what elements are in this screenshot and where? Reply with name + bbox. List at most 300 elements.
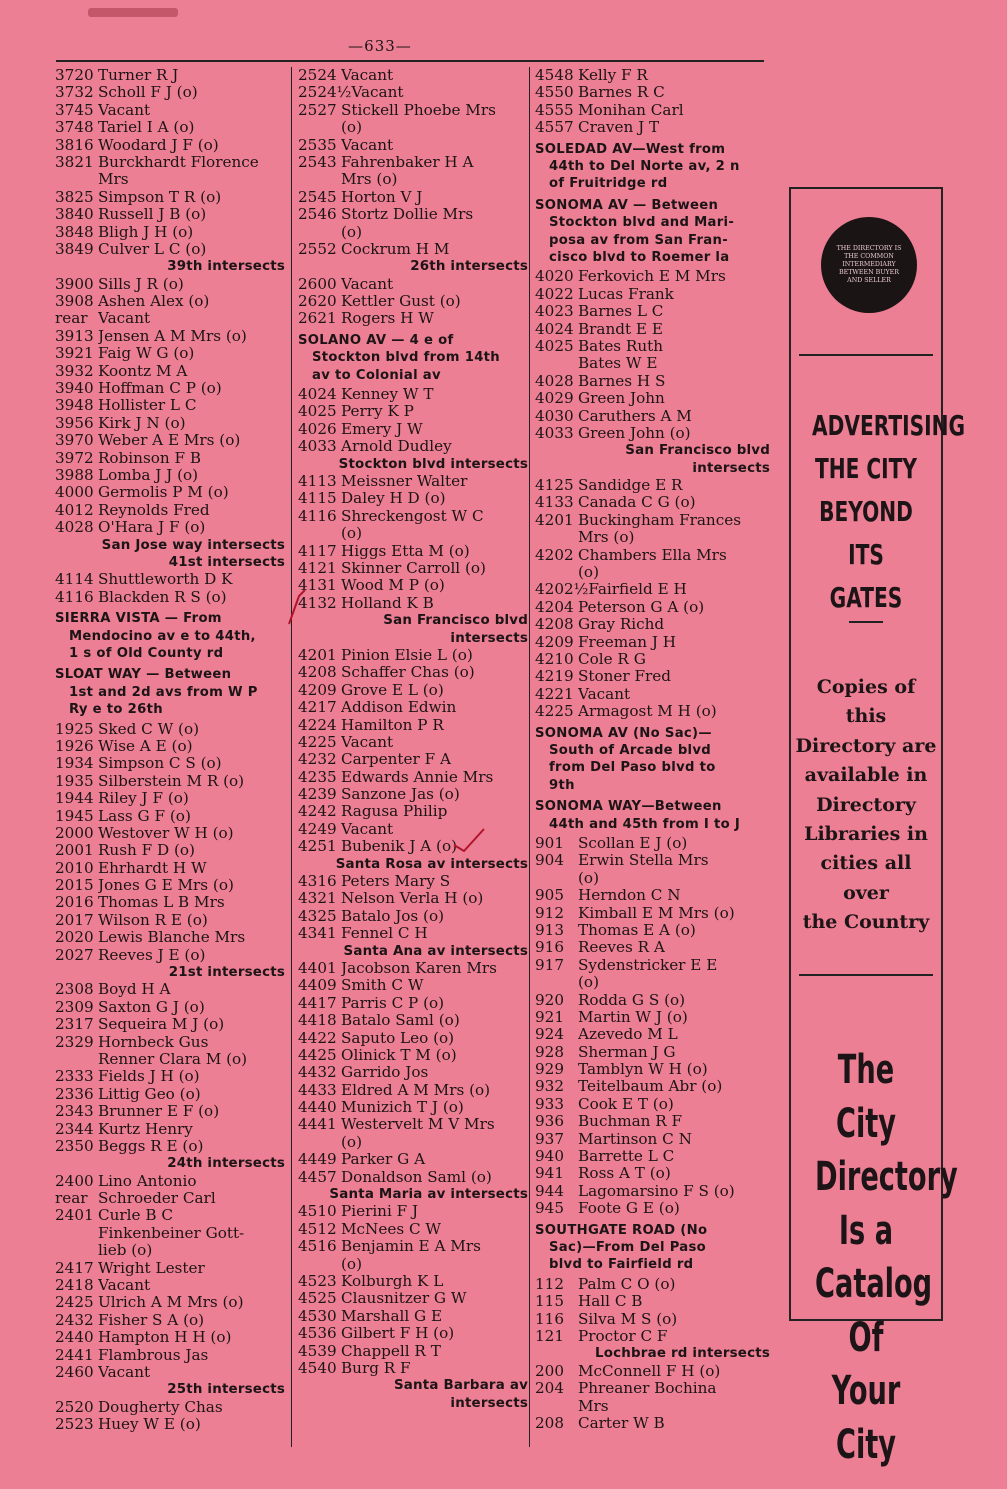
street-name: SOUTHGATE ROAD (No	[535, 1222, 708, 1238]
listing-row	[298, 960, 528, 977]
house-number: 4221	[535, 684, 574, 703]
resident-name: Stortz Dollie Mrs	[341, 206, 474, 224]
street-heading	[535, 141, 770, 193]
resident-name: Faig W G (o)	[98, 345, 195, 363]
house-number: 920	[535, 990, 564, 1009]
house-number: 4208	[535, 615, 574, 634]
resident-name: Proctor C F	[578, 1327, 668, 1345]
resident-name: Simpson C S (o)	[98, 755, 222, 773]
house-number: 2000	[55, 823, 94, 842]
house-number: 4512	[298, 1219, 337, 1238]
house-number: 2425	[55, 1293, 94, 1312]
resident-name: Bubenik J A (o)	[341, 838, 458, 856]
listing-row	[55, 484, 285, 501]
listing-row	[535, 67, 770, 84]
listing-continuation: (o)	[578, 563, 599, 582]
house-number: 3816	[55, 135, 94, 154]
listing-row	[298, 67, 528, 84]
listing-row	[298, 543, 528, 560]
listing-row	[55, 842, 285, 859]
house-number: 4114	[55, 570, 94, 589]
listing-continuation: Finkenbeiner Gott-	[98, 1223, 245, 1242]
house-number: 2016	[55, 893, 94, 912]
listing-row	[55, 1347, 285, 1364]
listing-row	[298, 995, 528, 1012]
resident-name: Marshall G E	[341, 1307, 443, 1325]
house-number: 1935	[55, 771, 94, 790]
resident-name: Germolis P M (o)	[98, 484, 229, 502]
listing-continuation: (o)	[341, 222, 362, 241]
intersection-label: Lochbrae rd intersects	[595, 1346, 770, 1362]
resident-name: Hollister L C	[98, 397, 197, 415]
resident-name: Schroeder Carl	[98, 1190, 216, 1208]
house-number: 204	[535, 1379, 564, 1398]
listing-row	[298, 1325, 528, 1342]
listing-row	[535, 1183, 770, 1200]
listing-row	[298, 310, 528, 327]
resident-name: Thomas E A (o)	[578, 921, 696, 939]
listing-row	[55, 877, 285, 894]
house-number: 940	[535, 1147, 564, 1166]
house-number: 4239	[298, 785, 337, 804]
ad-copy-line: Directory	[816, 793, 916, 816]
street-heading	[535, 725, 770, 795]
listing-row	[535, 922, 770, 939]
ad-divider	[799, 974, 933, 976]
ad-headline-line: Is a	[838, 1207, 894, 1254]
house-number: 905	[535, 886, 564, 905]
resident-name: Daley H D (o)	[341, 490, 446, 508]
resident-name: Vacant	[98, 1364, 151, 1381]
street-description: 9th	[549, 777, 575, 793]
house-number: 3972	[55, 448, 94, 467]
resident-name: Caruthers A M	[578, 407, 692, 425]
street-heading	[535, 1222, 770, 1274]
ad-copy-line: cities all	[820, 852, 912, 875]
listing-row	[535, 286, 770, 303]
listing-row	[55, 589, 285, 606]
intersection-label: intersects	[450, 630, 528, 646]
street-description: Stockton blvd from 14th	[312, 350, 500, 366]
house-number: 2401	[55, 1206, 94, 1225]
listing-row	[55, 137, 285, 154]
listing-row	[298, 977, 528, 994]
listing-row	[535, 939, 770, 956]
resident-name: Kettler Gust (o)	[341, 293, 461, 311]
ad-headline-line: Your City	[831, 1368, 901, 1468]
house-number: 929	[535, 1060, 564, 1079]
house-number: 2524	[298, 66, 337, 84]
house-number: 4115	[298, 489, 337, 508]
house-number: 2524½	[298, 83, 352, 102]
house-number: 116	[535, 1309, 564, 1328]
resident-name: Stoner Fred	[578, 668, 672, 686]
house-number: 4026	[298, 419, 337, 438]
resident-name: Jacobson Karen Mrs	[341, 959, 497, 977]
street-description: Mendocino av e to 44th,	[69, 628, 256, 644]
resident-name: Hall C B	[578, 1293, 643, 1311]
seal-logo: THE DIRECTORY IS THE COMMON INTERMEDIARY BETWEEN BUYER AND SELLER	[821, 217, 917, 313]
listing-row	[298, 1116, 528, 1133]
resident-name: Ehrhardt H W	[98, 859, 207, 877]
intersection-label: 21st intersects	[168, 965, 285, 981]
house-number: 3848	[55, 222, 94, 241]
ad-headline-line: Catalog Of	[815, 1261, 933, 1361]
house-number: 4125	[535, 476, 574, 495]
house-number: 4201	[535, 510, 574, 529]
house-number: 2010	[55, 858, 94, 877]
resident-name: Munizich T J (o)	[341, 1099, 464, 1117]
resident-name: Sydenstricker E E	[578, 956, 718, 974]
listing-row	[298, 1238, 528, 1255]
resident-name: Saputo Leo (o)	[341, 1029, 455, 1047]
ad-copy-line: the Country	[802, 911, 930, 934]
listing-row	[55, 502, 285, 519]
house-number: 3840	[55, 205, 94, 224]
house-number: 4025	[298, 402, 337, 421]
house-number: 1934	[55, 754, 94, 773]
listing-row	[298, 1203, 528, 1220]
house-number: 2546	[298, 205, 337, 224]
house-number: 112	[535, 1274, 564, 1293]
house-number: 913	[535, 920, 564, 939]
listing-row	[535, 1276, 770, 1293]
intersection-label: Santa Ana av intersects	[343, 943, 528, 959]
street-name: SIERRA VISTA — From	[55, 611, 222, 627]
resident-name: Benjamin E A Mrs	[341, 1238, 481, 1256]
listing-row	[55, 1016, 285, 1033]
house-number: 2336	[55, 1084, 94, 1103]
house-number: 4242	[298, 802, 337, 821]
listing-row	[55, 894, 285, 911]
listing-row	[298, 102, 528, 119]
house-number: 4201	[298, 645, 337, 664]
house-number: 4028	[55, 518, 94, 537]
house-number: 4341	[298, 924, 337, 943]
house-number: 3988	[55, 465, 94, 484]
street-description: of Fruitridge rd	[549, 176, 668, 192]
advertisement-panel	[789, 187, 966, 1468]
resident-name: Bligh J H (o)	[98, 223, 194, 241]
listing-row	[55, 363, 285, 380]
resident-name: Kurtz Henry	[98, 1120, 193, 1138]
listing-row	[535, 119, 770, 136]
listing-row	[535, 1328, 770, 1345]
resident-name: Ross A T (o)	[578, 1165, 671, 1183]
listing-row	[55, 929, 285, 946]
resident-name: Perry K P	[341, 403, 414, 421]
resident-name: Vacant	[341, 820, 394, 838]
listing-row	[535, 992, 770, 1009]
house-number: 937	[535, 1129, 564, 1148]
house-number: 2432	[55, 1310, 94, 1329]
listing-continuation: (o)	[578, 868, 599, 887]
house-number: 4209	[535, 632, 574, 651]
house-number: 4208	[298, 663, 337, 682]
street-name: SOLANO AV — 4 e of	[298, 332, 454, 348]
resident-name: Donaldson Saml (o)	[341, 1168, 492, 1186]
listing-row	[535, 616, 770, 633]
resident-name: Koontz M A	[98, 362, 188, 380]
ad-copy-line: available in	[804, 764, 928, 787]
column-2	[298, 67, 528, 1412]
resident-name: Chambers Ella Mrs	[578, 546, 727, 564]
house-number: 4555	[535, 100, 574, 119]
listing-row	[535, 268, 770, 285]
resident-name: Ulrich A M Mrs (o)	[98, 1294, 244, 1312]
listing-row	[298, 1082, 528, 1099]
house-number: 904	[535, 851, 564, 870]
listing-row	[298, 206, 528, 223]
listing-continuation: Mrs (o)	[578, 528, 635, 547]
resident-name: Kirk J N (o)	[98, 414, 186, 432]
intersection-label: Stockton blvd intersects	[338, 456, 528, 472]
intersection-label: intersects	[692, 460, 770, 476]
house-number: 4024	[535, 319, 574, 338]
listing-row	[535, 1148, 770, 1165]
resident-name: Brunner E F (o)	[98, 1103, 220, 1121]
listing-row	[535, 957, 770, 974]
resident-name: Nelson Verla H (o)	[341, 890, 484, 908]
listing-row	[55, 808, 285, 825]
listing-row	[535, 852, 770, 869]
resident-name: Sills J R (o)	[98, 275, 184, 293]
house-number: 2523	[55, 1415, 94, 1434]
listing-row	[298, 490, 528, 507]
listing-row	[298, 421, 528, 438]
house-number: 1944	[55, 789, 94, 808]
street-description: 44th to Del Norte av, 2 n	[549, 158, 740, 174]
resident-name: Martinson C N	[578, 1130, 692, 1148]
listing-continuation: Renner Clara M (o)	[98, 1049, 248, 1068]
ad-headline-line: ITS GATES	[829, 538, 903, 614]
resident-name: Reynolds Fred	[98, 501, 210, 519]
resident-name: Grove E L (o)	[341, 681, 444, 699]
listing-row	[298, 386, 528, 403]
listing-row	[55, 293, 285, 310]
house-number: 1945	[55, 806, 94, 825]
resident-name: Flambrous Jas	[98, 1346, 209, 1364]
resident-name: McNees C W	[341, 1220, 442, 1238]
intersection-label: San Francisco blvd	[625, 443, 770, 459]
listing-row	[298, 560, 528, 577]
house-number: 4440	[298, 1098, 337, 1117]
listing-row	[298, 1360, 528, 1377]
resident-name: Turner R J	[98, 67, 179, 84]
listing-continuation: Bates W E	[578, 354, 658, 373]
house-number: 3720	[55, 66, 94, 84]
resident-name: Wright Lester	[98, 1259, 205, 1277]
resident-name: Tamblyn W H (o)	[578, 1061, 708, 1079]
street-description: blvd to Fairfield rd	[549, 1257, 694, 1273]
house-number: 4033	[298, 437, 337, 456]
house-number: 912	[535, 903, 564, 922]
listing-row	[298, 699, 528, 716]
listing-row	[535, 1415, 770, 1432]
listing-row	[535, 390, 770, 407]
listing-row	[55, 738, 285, 755]
listing-row	[55, 912, 285, 929]
listing-row	[55, 519, 285, 536]
listing-row	[55, 981, 285, 998]
resident-name: Thomas L B Mrs	[98, 894, 225, 912]
resident-name: Fields J H (o)	[98, 1068, 200, 1086]
street-heading	[55, 666, 285, 718]
resident-name: Reeves R A	[578, 939, 665, 957]
resident-name: Scholl F J (o)	[98, 84, 198, 102]
resident-name: Lagomarsino F S (o)	[578, 1182, 735, 1200]
house-number: 4033	[535, 423, 574, 442]
listing-row	[535, 703, 770, 720]
resident-name: Vacant	[341, 733, 394, 751]
ad-copy	[791, 673, 941, 938]
resident-name: Vacant	[341, 136, 394, 154]
listing-row	[55, 415, 285, 432]
intersection-label: 41st intersects	[168, 554, 285, 570]
resident-name: Barrette L C	[578, 1148, 675, 1166]
house-number: 945	[535, 1199, 564, 1218]
resident-name: Lino Antonio	[98, 1172, 197, 1190]
listing-row	[298, 84, 528, 101]
house-number: 4000	[55, 483, 94, 502]
ad-headline-line: Directory	[815, 1154, 958, 1200]
resident-name: Buckingham Frances	[578, 511, 741, 529]
house-number: 2343	[55, 1102, 94, 1121]
listing-continuation: (o)	[341, 1254, 362, 1273]
intersection-label: 24th intersects	[167, 1156, 285, 1172]
resident-name: Tariel I A (o)	[98, 119, 195, 137]
house-number: 4116	[55, 587, 94, 606]
house-number: rear	[55, 1189, 88, 1208]
house-number: 4441	[298, 1115, 337, 1134]
resident-name: Arnold Dudley	[341, 438, 452, 456]
house-number: 4219	[535, 667, 574, 686]
listing-row	[298, 1099, 528, 1116]
house-number: 4325	[298, 906, 337, 925]
resident-name: Vacant	[98, 1277, 151, 1295]
house-number: 2545	[298, 187, 337, 206]
house-number: 1926	[55, 736, 94, 755]
intersection-label: San Francisco blvd	[383, 613, 528, 629]
listing-row	[55, 1207, 285, 1224]
resident-name: Sked C W (o)	[98, 720, 200, 738]
house-number: 4131	[298, 576, 337, 595]
house-number: 941	[535, 1164, 564, 1183]
red-check-mark	[450, 825, 490, 855]
listing-row	[55, 1416, 285, 1433]
house-number: 2001	[55, 841, 94, 860]
listing-row	[535, 477, 770, 494]
listing-row	[298, 1169, 528, 1186]
listing-row	[535, 599, 770, 616]
listing-row	[535, 1363, 770, 1380]
resident-name: Sanzone Jas (o)	[341, 786, 460, 804]
listing-row	[298, 647, 528, 664]
street-description: Ry e to 26th	[69, 702, 163, 718]
resident-name: Fairfield E H	[588, 581, 687, 599]
ad-headline-line: ADVERTISING	[812, 409, 966, 442]
listing-row	[298, 682, 528, 699]
intersection-label: Santa Barbara av	[393, 1378, 528, 1394]
resident-name: Wood M P (o)	[341, 577, 445, 595]
house-number: 4536	[298, 1324, 337, 1343]
listing-row	[55, 380, 285, 397]
house-number: 4116	[298, 506, 337, 525]
resident-name: Brandt E E	[578, 320, 663, 338]
house-number: 4550	[535, 83, 574, 102]
listing-row	[535, 1096, 770, 1113]
house-number: 4525	[298, 1289, 337, 1308]
listing-row	[298, 595, 528, 612]
street-name: SLOAT WAY — Between	[55, 667, 232, 683]
tape-mark	[88, 8, 178, 17]
listing-row	[535, 1165, 770, 1182]
resident-name: Fennel C H	[341, 925, 428, 943]
house-number: 4548	[535, 66, 574, 84]
resident-name: Foote G E (o)	[578, 1200, 680, 1218]
listing-row	[298, 890, 528, 907]
listing-row	[55, 721, 285, 738]
house-number: 928	[535, 1042, 564, 1061]
listing-row	[298, 577, 528, 594]
house-number: 4133	[535, 493, 574, 512]
house-number: 4217	[298, 698, 337, 717]
house-number: 4235	[298, 767, 337, 786]
listing-row	[535, 84, 770, 101]
resident-name: Sequeira M J (o)	[98, 1016, 225, 1034]
house-number: 944	[535, 1181, 564, 1200]
listing-row	[55, 467, 285, 484]
resident-name: Cook E T (o)	[578, 1095, 674, 1113]
listing-row	[55, 1138, 285, 1155]
house-number: 2441	[55, 1345, 94, 1364]
intersection-label: 26th intersects	[410, 259, 528, 275]
house-number: 4418	[298, 1011, 337, 1030]
house-number: 4224	[298, 715, 337, 734]
ad-copy-line: Copies of	[816, 676, 916, 698]
house-number: 4321	[298, 889, 337, 908]
intersection-label: 25th intersects	[167, 1382, 285, 1398]
house-number: 4540	[298, 1358, 337, 1377]
house-number: 924	[535, 1025, 564, 1044]
resident-name: Green John	[578, 390, 665, 408]
house-number: 4209	[298, 680, 337, 699]
house-number: 4030	[535, 406, 574, 425]
listing-row	[55, 1277, 285, 1294]
resident-name: Barnes L C	[578, 303, 664, 321]
listing-row	[535, 1026, 770, 1043]
resident-name: Green John (o)	[578, 424, 691, 442]
red-check-mark	[285, 586, 315, 626]
listing-row	[55, 432, 285, 449]
resident-name: Jensen A M Mrs (o)	[98, 327, 247, 345]
house-number: 2309	[55, 997, 94, 1016]
resident-name: Rogers H W	[341, 310, 434, 328]
house-number: 1925	[55, 719, 94, 738]
house-number: 2440	[55, 1328, 94, 1347]
resident-name: Monihan Carl	[578, 101, 684, 119]
house-number: 4417	[298, 993, 337, 1012]
resident-name: Parker G A	[341, 1151, 426, 1169]
house-number: 4202½	[535, 580, 589, 599]
column-3	[535, 67, 770, 1432]
resident-name: Vacant	[98, 101, 151, 119]
resident-name: Eldred A M Mrs (o)	[341, 1081, 491, 1099]
resident-name: Jones G E Mrs (o)	[98, 877, 234, 895]
house-number: 4432	[298, 1063, 337, 1082]
intersection-label: 39th intersects	[167, 259, 285, 275]
house-number: 4020	[535, 267, 574, 286]
